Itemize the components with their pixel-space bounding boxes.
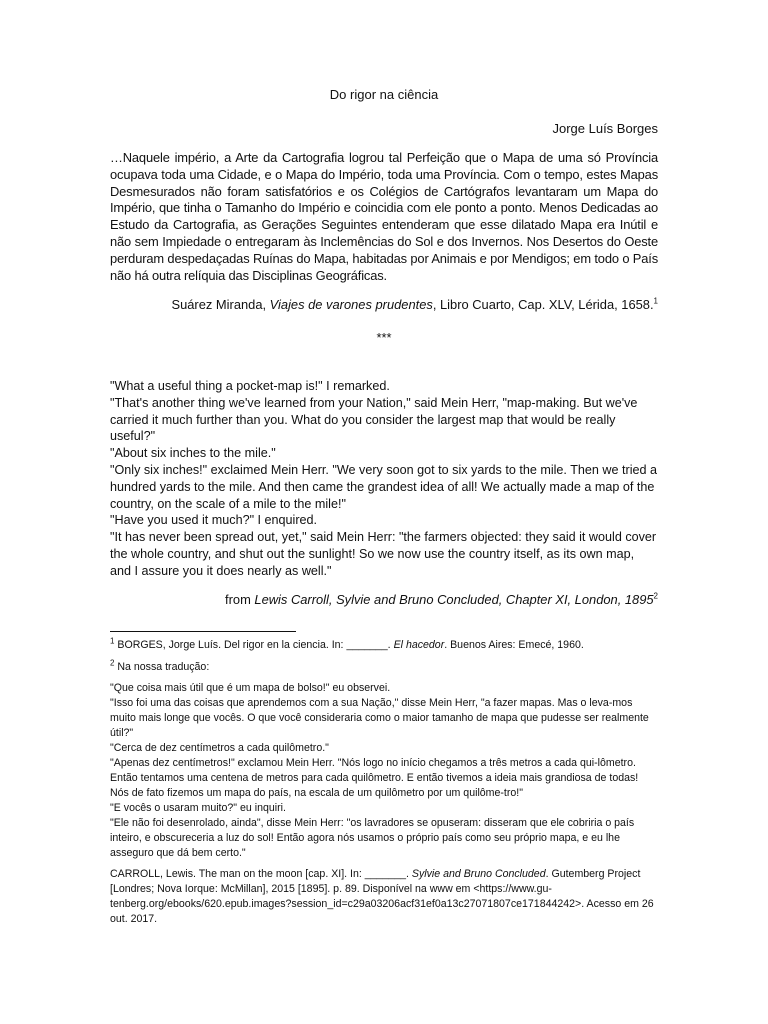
section-separator: *** (376, 330, 392, 345)
footnotes-block (110, 638, 658, 927)
citation-lewis-carroll (225, 591, 658, 608)
citation-suffix: , Libro Cuarto, Cap. XLV, Lérida, 1658. (432, 297, 654, 312)
reference-book-title: Sylvie and Bruno Concluded (411, 868, 546, 880)
translation-line: "Cerca de dez centímetros a cada quilômetro." (110, 742, 329, 754)
footnote-mark: 1 (110, 636, 115, 646)
page-title: Do rigor na ciência (329, 87, 439, 102)
footnote-1 (110, 638, 658, 653)
main-paragraph: …Naquele império, a Arte da Cartografia logrou tal Perfeição que o Mapa de uma só Província ocupava toda uma Cidade, e o Mapa do Império, toda uma Província. Com o tempo, estes Mapas Desmesurados não foram satisfatórios e os Colégios de Cartógrafos levantaram um Mapa do Império, que tinha o Tamanho do Império e coincidia com ele ponto a ponto. Menos Dedicadas ao Estudo da Cartografia, as Gerações Seguintes entenderam que esse dilatado Mapa era Inútil e não sem Impiedade o entregaram às Inclemências do Sol e dos Invernos. Nos Desertos do Oeste perduram despedaçadas Ruínas do Mapa, habitadas por Animais e por Mendigos; em todo o País não há outra relíquia das Disciplinas Geográficas. (110, 150, 658, 283)
footnote-text: BORGES, Jorge Luís. Del rigor en la ciencia. In: _______. (114, 639, 394, 651)
footnote-reference (110, 867, 658, 927)
footnote-text: . Buenos Aires: Emecé, 1960. (444, 639, 584, 651)
dialogue-line: "Only six inches!" exclaimed Mein Herr. "We very soon got to six yards to the mile. Then we tried a hundred yards to the mile. And then came the grandest idea of all! We actually made a map of the country, on the scale of a mile to the mile!" (110, 462, 658, 511)
translation-line: "Isso foi uma das coisas que aprendemos com a sua Nação," disse Mein Herr, "a fazer mapas. Mas o leva-mos muito mais longe que vocês. O que você consideraria como o maior tamanho de mapa que pudesse ser realmente útil?" (110, 697, 649, 739)
citation-prefix: Suárez Miranda, (171, 297, 270, 312)
translation-line: "Ele não foi desenrolado, ainda", disse Mein Herr: "os lavradores se opuseram: disseram que ele cobriria o país inteiro, e obscureceria a luz do sol! Então agora nós usamos o próprio país como seu próprio mapa, e eu lhe asseguro que dá bem certo." (110, 817, 635, 859)
footnote-text: Na nossa tradução: (114, 661, 210, 673)
translation-line: "Apenas dez centímetros!" exclamou Mein Herr. "Nós logo no início chegamos a três metros a cada qui-lômetro. Então tentamos uma centena de metros para cada quilômetro. E então tivemos a ideia mais grandiosa de todas! Nós de fato fizemos um mapa do país, na escala de um quilômetro por um quilôme-tro!" (110, 757, 639, 799)
dialogue-line: "About six inches to the mile." (110, 446, 276, 461)
reference-text: CARROLL, Lewis. The man on the moon [cap. XI]. In: _______. (110, 868, 412, 880)
footnote-2 (110, 660, 658, 675)
dialogue-line: "That's another thing we've learned from your Nation," said Mein Herr, "map-making. But we've carried it much further than you. What do you consider the largest map that would be really useful?" (110, 395, 638, 444)
author-name: Jorge Luís Borges (552, 121, 658, 136)
reference-text: . Gutemberg Project [Londres; Nova Iorque: McMillan], 2015 [1895]. p. 89. Disponível na www em <https://www.gu-tenberg.org/ebooks/620.epub.images?session_id=c29a03206acf31ef0a13c27071807ce171844242>. Acesso em 26 out. 2017. (110, 868, 654, 925)
footnote-ref-1[interactable]: 1 (653, 296, 658, 306)
dialogue-line: "What a useful thing a pocket-map is!" I remarked. (110, 379, 390, 393)
footnote-ref-2[interactable]: 2 (653, 591, 658, 601)
footnote-mark: 2 (110, 658, 115, 668)
citation-suarez-miranda (172, 296, 659, 313)
citation-prefix: from (225, 592, 255, 607)
footnote-divider (110, 631, 296, 632)
translation-line: "E vocês o usaram muito?" eu inquiri. (110, 802, 286, 814)
citation-source: Lewis Carroll, Sylvie and Bruno Concluded, Chapter XI, London, 1895 (254, 592, 654, 607)
footnote-book-title: El hacedor (393, 639, 445, 651)
dialogue-line: "Have you used it much?" I enquired. (110, 513, 318, 528)
dialogue-block (110, 378, 658, 580)
dialogue-line: "It has never been spread out, yet," said Mein Herr: "the farmers objected: they said it would cover the whole country, and shut out the sunlight! So we now use the country itself, as its own map, and I assure you it does nearly as well." (110, 530, 657, 578)
citation-book-title: Viajes de varones prudentes (269, 297, 433, 312)
translation-line: "Que coisa mais útil que é um mapa de bolso!" eu observei. (110, 682, 391, 694)
